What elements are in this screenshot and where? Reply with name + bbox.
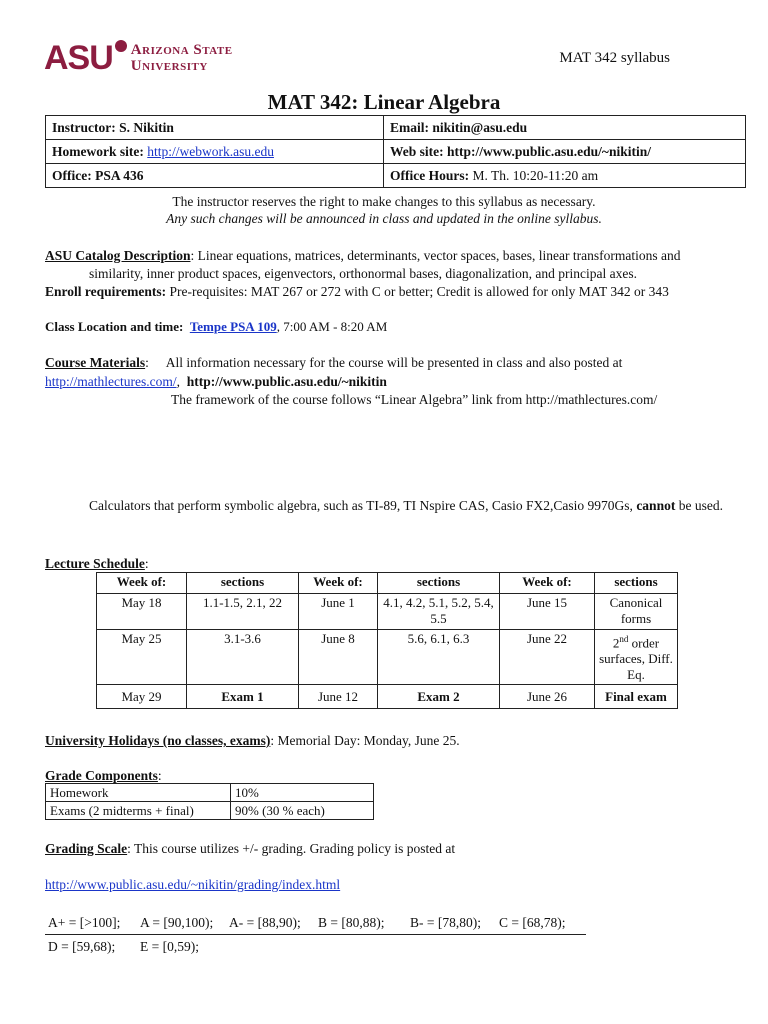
grade-table xyxy=(45,783,374,820)
schedule-cell xyxy=(595,630,678,685)
grade-item: A- = [88,90); xyxy=(229,915,301,930)
schedule-header: Week of: xyxy=(97,573,187,594)
office-label: Office: xyxy=(52,167,92,183)
calculators-note xyxy=(89,497,749,515)
grading-policy-link[interactable]: http://www.public.asu.edu/~nikitin/grading/index.html xyxy=(45,877,341,892)
website-cell xyxy=(384,140,746,164)
nikitin-site: http://www.public.asu.edu/~nikitin xyxy=(186,374,387,389)
schedule-label: Lecture Schedule xyxy=(45,556,145,571)
schedule-cell: Exam 2 xyxy=(378,685,500,709)
schedule-cell: June 12 xyxy=(299,685,378,709)
schedule-header: Week of: xyxy=(299,573,378,594)
materials-text: All information necessary for the course will be presented in class and also posted at xyxy=(165,355,623,370)
homework-link[interactable]: http://webwork.asu.edu xyxy=(147,143,274,159)
schedule-cell: June 26 xyxy=(500,685,595,709)
course-tag: MAT 342 syllabus xyxy=(559,50,670,66)
schedule-cell: 3.1-3.6 xyxy=(187,630,299,685)
catalog-text-2: similarity, inner product spaces, eigenvectors, orthonormal bases, diagonalization, and principal axes. xyxy=(89,266,637,281)
office-cell xyxy=(46,164,384,188)
office-value: PSA 436 xyxy=(95,167,144,183)
instructor-name: S. Nikitin xyxy=(119,119,174,135)
location-label: Class Location and time: xyxy=(45,319,184,334)
schedule-header: sections xyxy=(378,573,500,594)
holidays-text: : Memorial Day: Monday, June 25. xyxy=(270,733,460,748)
superscript: nd xyxy=(619,634,629,644)
course-materials xyxy=(45,354,745,372)
asu-logo-mark xyxy=(44,40,127,76)
grade-item: C = [68,78); xyxy=(499,915,566,930)
page-title: MAT 342: Linear Algebra xyxy=(267,90,501,114)
schedule-cell: May 18 xyxy=(97,594,187,630)
grade-item: A+ = [>100]; xyxy=(48,915,121,930)
catalog-label: ASU Catalog Description xyxy=(45,248,191,263)
asu-logo-text xyxy=(131,42,233,74)
surfaces-text: order surfaces, Diff. Eq. xyxy=(599,635,673,683)
table-row xyxy=(97,594,678,630)
calculators-end: be used. xyxy=(675,498,723,513)
divider xyxy=(45,934,586,935)
grade-cell: 10% xyxy=(231,784,374,802)
schedule-cell: May 25 xyxy=(97,630,187,685)
schedule-cell: 1.1-1.5, 2.1, 22 xyxy=(187,594,299,630)
materials-sep: , xyxy=(176,374,180,389)
enroll-text: Pre-requisites: MAT 267 or 272 with C or better; Credit is allowed for only MAT 342 or 343 xyxy=(166,284,669,299)
holidays xyxy=(45,732,745,750)
schedule-header: Week of: xyxy=(500,573,595,594)
schedule-cell: June 1 xyxy=(299,594,378,630)
email-value: nikitin@asu.edu xyxy=(432,119,528,135)
info-table xyxy=(45,115,746,188)
schedule-cell: Exam 1 xyxy=(187,685,299,709)
table-row xyxy=(97,630,678,685)
schedule-cell: 4.1, 4.2, 5.1, 5.2, 5.4, 5.5 xyxy=(378,594,500,630)
materials-framework: The framework of the course follows “Linear Algebra” link from http://mathlectures.com/ xyxy=(171,392,658,407)
superscript-base: 2 xyxy=(612,635,620,651)
grade-item: E = [0,59); xyxy=(140,939,199,954)
grade-item: D = [59,68); xyxy=(48,939,116,954)
materials-links xyxy=(45,373,745,391)
schedule-cell: Final exam xyxy=(595,685,678,709)
grade-item: B = [80,88); xyxy=(318,915,385,930)
location-room-link[interactable]: Tempe PSA 109 xyxy=(189,319,277,334)
enroll-requirements xyxy=(45,283,745,301)
schedule-cell: June 22 xyxy=(500,630,595,685)
catalog-text-1: : Linear equations, matrices, determinants, vector spaces, bases, linear transformations and xyxy=(190,248,681,263)
changes-note-italic: Any such changes will be announced in class and updated in the online syllabus. xyxy=(166,211,602,226)
enroll-label: Enroll requirements: xyxy=(45,284,167,299)
logo-line-2: University xyxy=(130,58,208,74)
asu-logo-letters: ASU xyxy=(44,39,113,77)
scale-text: : This course utilizes +/- grading. Grading policy is posted at xyxy=(127,841,456,856)
holidays-label: University Holidays (no classes, exams) xyxy=(45,733,271,748)
homework-cell xyxy=(46,140,384,164)
materials-label: Course Materials xyxy=(45,355,146,370)
grade-cell: Exams (2 midterms + final) xyxy=(46,802,231,820)
table-row xyxy=(46,784,374,802)
schedule-header-row xyxy=(97,573,678,594)
logo-line-1: Arizona State xyxy=(130,42,233,58)
instructor-label: Instructor: xyxy=(52,119,116,135)
instructor-cell xyxy=(46,116,384,140)
grade-item: B- = [78,80); xyxy=(410,915,481,930)
grade-cell: Homework xyxy=(46,784,231,802)
hours-cell xyxy=(384,164,746,188)
calculators-emph: cannot xyxy=(636,498,676,513)
schedule-colon: : xyxy=(144,556,149,571)
email-cell xyxy=(384,116,746,140)
asu-logo xyxy=(44,40,233,76)
table-row xyxy=(46,802,374,820)
catalog-description xyxy=(45,247,745,265)
hours-value: M. Th. 10:20-11:20 am xyxy=(472,167,599,183)
schedule-cell: June 15 xyxy=(500,594,595,630)
table-row xyxy=(97,685,678,709)
schedule-heading xyxy=(45,555,745,573)
website-value: http://www.public.asu.edu/~nikitin/ xyxy=(447,143,651,159)
grading-link-row xyxy=(45,876,745,894)
website-label: Web site: xyxy=(390,143,444,159)
homework-label: Homework site: xyxy=(52,143,144,159)
grading-scale xyxy=(45,840,745,858)
schedule-header: sections xyxy=(595,573,678,594)
calculators-text: Calculators that perform symbolic algebra, such as TI-89, TI Nspire CAS, Casio FX2,Casio 9970Gs, xyxy=(89,498,637,513)
grade-item: A = [90,100); xyxy=(140,915,214,930)
grade-colon: : xyxy=(157,768,162,783)
email-label: Email: xyxy=(390,119,429,135)
hours-label: Office Hours: xyxy=(390,167,470,183)
grade-label: Grade Components xyxy=(45,768,158,783)
schedule-table xyxy=(96,572,678,709)
changes-note: The instructor reserves the right to make changes to this syllabus as necessary. xyxy=(172,194,596,209)
materials-colon: : xyxy=(145,355,149,370)
mathlectures-link[interactable]: http://mathlectures.com/ xyxy=(45,374,177,389)
schedule-cell: Canonical forms xyxy=(595,594,678,630)
scale-label: Grading Scale xyxy=(45,841,128,856)
class-location xyxy=(45,318,745,336)
grade-cell: 90% (30 % each) xyxy=(231,802,374,820)
schedule-cell: 5.6, 6.1, 6.3 xyxy=(378,630,500,685)
schedule-cell: May 29 xyxy=(97,685,187,709)
location-time: , 7:00 AM - 8:20 AM xyxy=(276,319,388,334)
sun-icon xyxy=(115,40,127,52)
schedule-header: sections xyxy=(187,573,299,594)
schedule-cell: June 8 xyxy=(299,630,378,685)
